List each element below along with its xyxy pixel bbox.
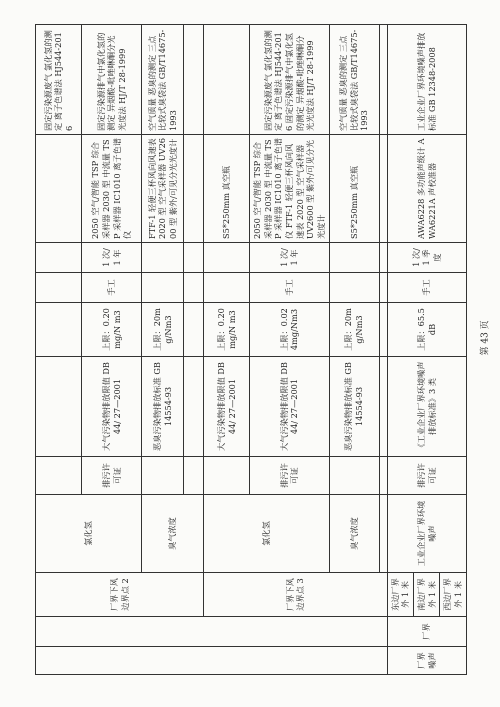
analysis-cell: 空气质量 恶臭的测定 三点比较式臭袋法 GB/T14675-1993 (329, 25, 379, 135)
pollutant-cell: 氯化氢 (204, 495, 330, 573)
point-cell: 厂界下风边界点 3 (204, 573, 388, 617)
method-cell (36, 273, 82, 303)
standard-cell (36, 357, 82, 457)
pollutant-cell: 工业企业厂界环境噪声 (387, 495, 466, 573)
analysis-cell: 固定污染源废气 氯化氢的测定 离子色谱法 HJ544-2016 (36, 25, 82, 135)
freq-cell: 1 次/1 年 (250, 243, 330, 273)
standard-cell: 大气污染物排放限值 DB44/ 27—2001 (250, 357, 330, 457)
table-row (36, 25, 82, 675)
equipment-cell: 2050 空气/智能 TSP 综合采样器 2030 型 中流量 TSP 采样器 IC1010 离子色谱仪 FTF-1 轻便三杯风向风速表 2020 型 空气采样器 UV2600 型 紫外/可见分光光度计 (250, 135, 330, 243)
standard-cell (379, 357, 387, 457)
type-cell: 厂界 (387, 617, 466, 647)
analysis-cell (379, 25, 387, 135)
basis-cell (204, 457, 250, 495)
equipment-cell: S5*250mm 真空瓶 (204, 135, 250, 243)
basis-cell (142, 457, 184, 495)
limit-cell (184, 303, 204, 357)
analysis-cell: 空气质量 恶臭的测定 三点比较式臭袋法 GB/T14675-1993 (142, 25, 184, 135)
basis-cell (329, 457, 379, 495)
method-cell (184, 273, 204, 303)
method-cell (142, 273, 184, 303)
standard-cell: 大气污染物排放限值 DB44/ 27—2001 (82, 357, 142, 457)
analysis-cell: 工业企业厂界环境噪声排放标准 GB 12348-2008 (387, 25, 466, 135)
analysis-cell (184, 25, 204, 135)
blank-type-cell (36, 617, 388, 647)
freq-cell: 1 次/1 季度 (387, 243, 466, 273)
standard-cell (184, 357, 204, 457)
analysis-cell: 固定污染源排气中氯化氢的测定 异烟酸-吡唑啉酮分光光度法 HJ/T 28-1999 (82, 25, 142, 135)
standard-cell: 恶臭污染物排放标准 GB 14554-93 (329, 357, 379, 457)
method-cell: 手工 (82, 273, 142, 303)
standard-cell: 《工业企业厂界环境噪声排放标准》3 类 (387, 357, 466, 457)
point-cell: 东边厂界外 1 米 (387, 573, 413, 617)
limit-cell: 上限：0.20mg/N m3 (204, 303, 250, 357)
pollutant-cell: 氯化氢 (36, 495, 142, 573)
point-cell: 厂界下风边界点 2 (36, 573, 204, 617)
freq-cell (204, 243, 250, 273)
standard-cell: 大气污染物排放限值 DB44/ 27—2001 (204, 357, 250, 457)
basis-cell (36, 457, 82, 495)
freq-cell (329, 243, 379, 273)
limit-cell (36, 303, 82, 357)
pollutant-cell (379, 495, 387, 573)
method-cell (329, 273, 379, 303)
freq-cell (184, 243, 204, 273)
limit-cell: 上限：0.024mg/Nm3 (250, 303, 330, 357)
point-cell: 西边厂界外 1 米 (440, 573, 466, 617)
analysis-cell: 固定污染源废气 氯化氢的测定 离子色谱法 HJ544-2016 固定污染源排气中氯化氢的测定 异烟酸-吡唑啉酮分光光度法 HJ/T 28-1999 (250, 25, 330, 135)
point-cell: 南边厂界外 1 米 (413, 573, 439, 617)
standard-cell: 恶臭污染物排放标准 GB 14554-93 (142, 357, 184, 457)
basis-cell (184, 457, 204, 495)
method-cell: 手工 (387, 273, 466, 303)
method-cell (204, 273, 250, 303)
table-row (387, 25, 413, 675)
freq-cell (142, 243, 184, 273)
basis-cell: 排污许可证 (387, 457, 466, 495)
blank-category-cell (36, 647, 388, 675)
freq-cell (379, 243, 387, 273)
equipment-cell: S5*250mm 真空瓶 (329, 135, 379, 243)
equipment-cell (184, 135, 204, 243)
equipment-cell (379, 135, 387, 243)
limit-cell: 上限：0.20mg/N m3 (82, 303, 142, 357)
pollutant-cell: 臭气浓度 (329, 495, 379, 573)
equipment-cell: AWA6228 多功能声级计 AWA6221A 声校准器 (387, 135, 466, 243)
basis-cell (379, 457, 387, 495)
category-cell: 厂界噪声 (387, 647, 466, 675)
limit-cell: 上限：65.5dB (387, 303, 466, 357)
limit-cell (379, 303, 387, 357)
table-row (204, 25, 250, 675)
limit-cell: 上限：20mg/Nm3 (142, 303, 184, 357)
equipment-cell: FTF-1 轻便三杯风向风速表 2020 型 空气采样器 UV2600 型 紫外/可见分光光度计 (142, 135, 184, 243)
freq-cell (36, 243, 82, 273)
basis-cell: 排污许可证 (82, 457, 142, 495)
freq-cell: 1 次/1 年 (82, 243, 142, 273)
basis-cell: 排污许可证 (250, 457, 330, 495)
pollutant-cell: 臭气浓度 (142, 495, 204, 573)
limit-cell: 上限：20mg/Nm3 (329, 303, 379, 357)
method-cell (379, 273, 387, 303)
page-number: 第 43 页 (480, 320, 491, 356)
equipment-cell: 2050 空气/智能 TSP 综合采样器 2030 型 中流量 TSP 采样器 IC1010 离子色谱仪 (82, 135, 142, 243)
analysis-cell (204, 25, 250, 135)
rotated-table-wrapper (35, 25, 465, 675)
method-cell: 手工 (250, 273, 330, 303)
monitoring-table (35, 24, 467, 675)
equipment-cell (36, 135, 82, 243)
